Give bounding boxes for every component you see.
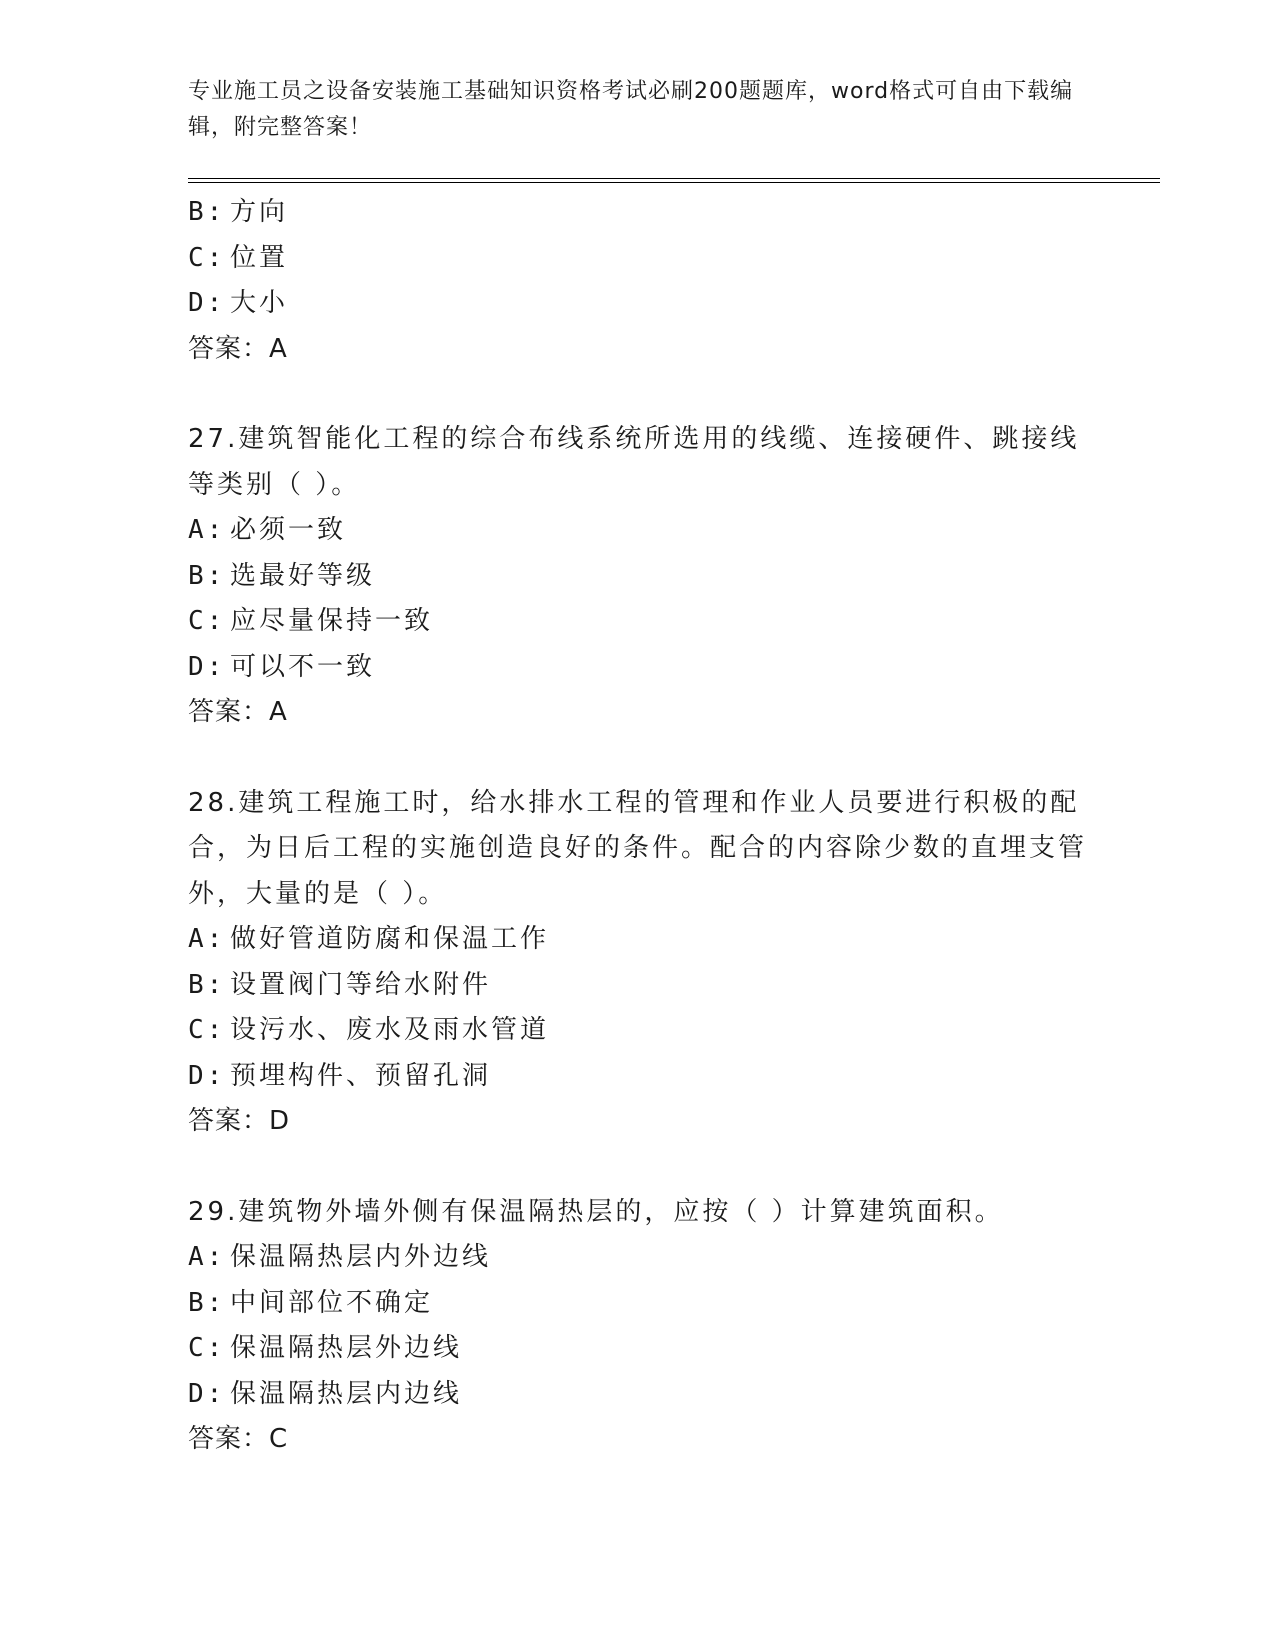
option-b <box>188 190 1088 236</box>
option-text: 保温隔热层外边线 <box>230 1333 463 1363</box>
option-d <box>188 1054 1088 1100</box>
header-divider <box>188 178 1160 183</box>
option-c <box>188 1326 1088 1372</box>
option-text: 必须一致 <box>230 515 347 545</box>
option-d <box>188 1372 1088 1418</box>
option-b <box>188 554 1088 600</box>
option-letter: B: <box>188 197 226 227</box>
option-text: 设置阀门等给水附件 <box>230 969 492 1000</box>
document-header: 专业施工员之设备安装施工基础知识资格考试必刷200题题库，word格式可自由下载编辑，附完整答案！ <box>188 79 1074 140</box>
option-a <box>188 917 1088 963</box>
option-b <box>188 1281 1088 1327</box>
option-text: 应尽量保持一致 <box>230 606 434 636</box>
option-letter: A: <box>188 1242 226 1272</box>
option-a <box>188 508 1088 554</box>
answer-line: 答案：C <box>188 1424 289 1454</box>
option-letter: B: <box>188 969 226 1000</box>
option-c <box>188 599 1088 645</box>
answer-line: 答案：A <box>188 333 288 364</box>
question-27 <box>188 417 1088 736</box>
option-d <box>188 645 1088 691</box>
option-text: 大小 <box>230 288 289 318</box>
option-text: 中间部位不确定 <box>230 1287 434 1318</box>
option-text: 保温隔热层内外边线 <box>230 1242 492 1272</box>
answer-line: 答案：A <box>188 697 288 727</box>
question-28 <box>188 781 1088 1145</box>
option-text: 做好管道防腐和保温工作 <box>230 924 550 954</box>
question-text: 29.建筑物外墙外侧有保温隔热层的，应按（ ）计算建筑面积。 <box>188 1196 1004 1227</box>
option-text: 可以不一致 <box>230 651 376 682</box>
option-c <box>188 1008 1088 1054</box>
option-letter: D: <box>188 1060 226 1091</box>
question-text: 27.建筑智能化工程的综合布线系统所选用的线缆、连接硬件、跳接线等类别（ ）。 <box>188 424 1080 500</box>
answer-line: 答案：D <box>188 1106 291 1136</box>
question-29 <box>188 1190 1088 1463</box>
option-letter: A: <box>188 924 226 954</box>
option-text: 方向 <box>230 197 289 227</box>
option-letter: A: <box>188 515 226 545</box>
question-list <box>188 190 1088 1463</box>
option-letter: B: <box>188 560 226 591</box>
option-letter: D: <box>188 288 226 318</box>
question-text: 28.建筑工程施工时，给水排水工程的管理和作业人员要进行积极的配合，为日后工程的实施创造良好的条件。配合的内容除少数的直埋支管外，大量的是（ ）。 <box>188 787 1088 909</box>
option-text: 保温隔热层内边线 <box>230 1378 463 1409</box>
option-d <box>188 281 1088 327</box>
option-letter: C: <box>188 1333 226 1363</box>
option-letter: C: <box>188 606 226 636</box>
option-text: 设污水、废水及雨水管道 <box>230 1015 550 1045</box>
partial-question <box>188 190 1088 372</box>
option-text: 选最好等级 <box>230 560 376 591</box>
option-a <box>188 1235 1088 1281</box>
option-letter: D: <box>188 651 226 682</box>
option-letter: C: <box>188 242 226 273</box>
option-text: 预埋构件、预留孔洞 <box>230 1060 492 1091</box>
option-text: 位置 <box>230 242 289 273</box>
option-letter: D: <box>188 1378 226 1409</box>
option-letter: C: <box>188 1015 226 1045</box>
option-letter: B: <box>188 1287 226 1318</box>
option-c <box>188 236 1088 282</box>
option-b <box>188 963 1088 1009</box>
